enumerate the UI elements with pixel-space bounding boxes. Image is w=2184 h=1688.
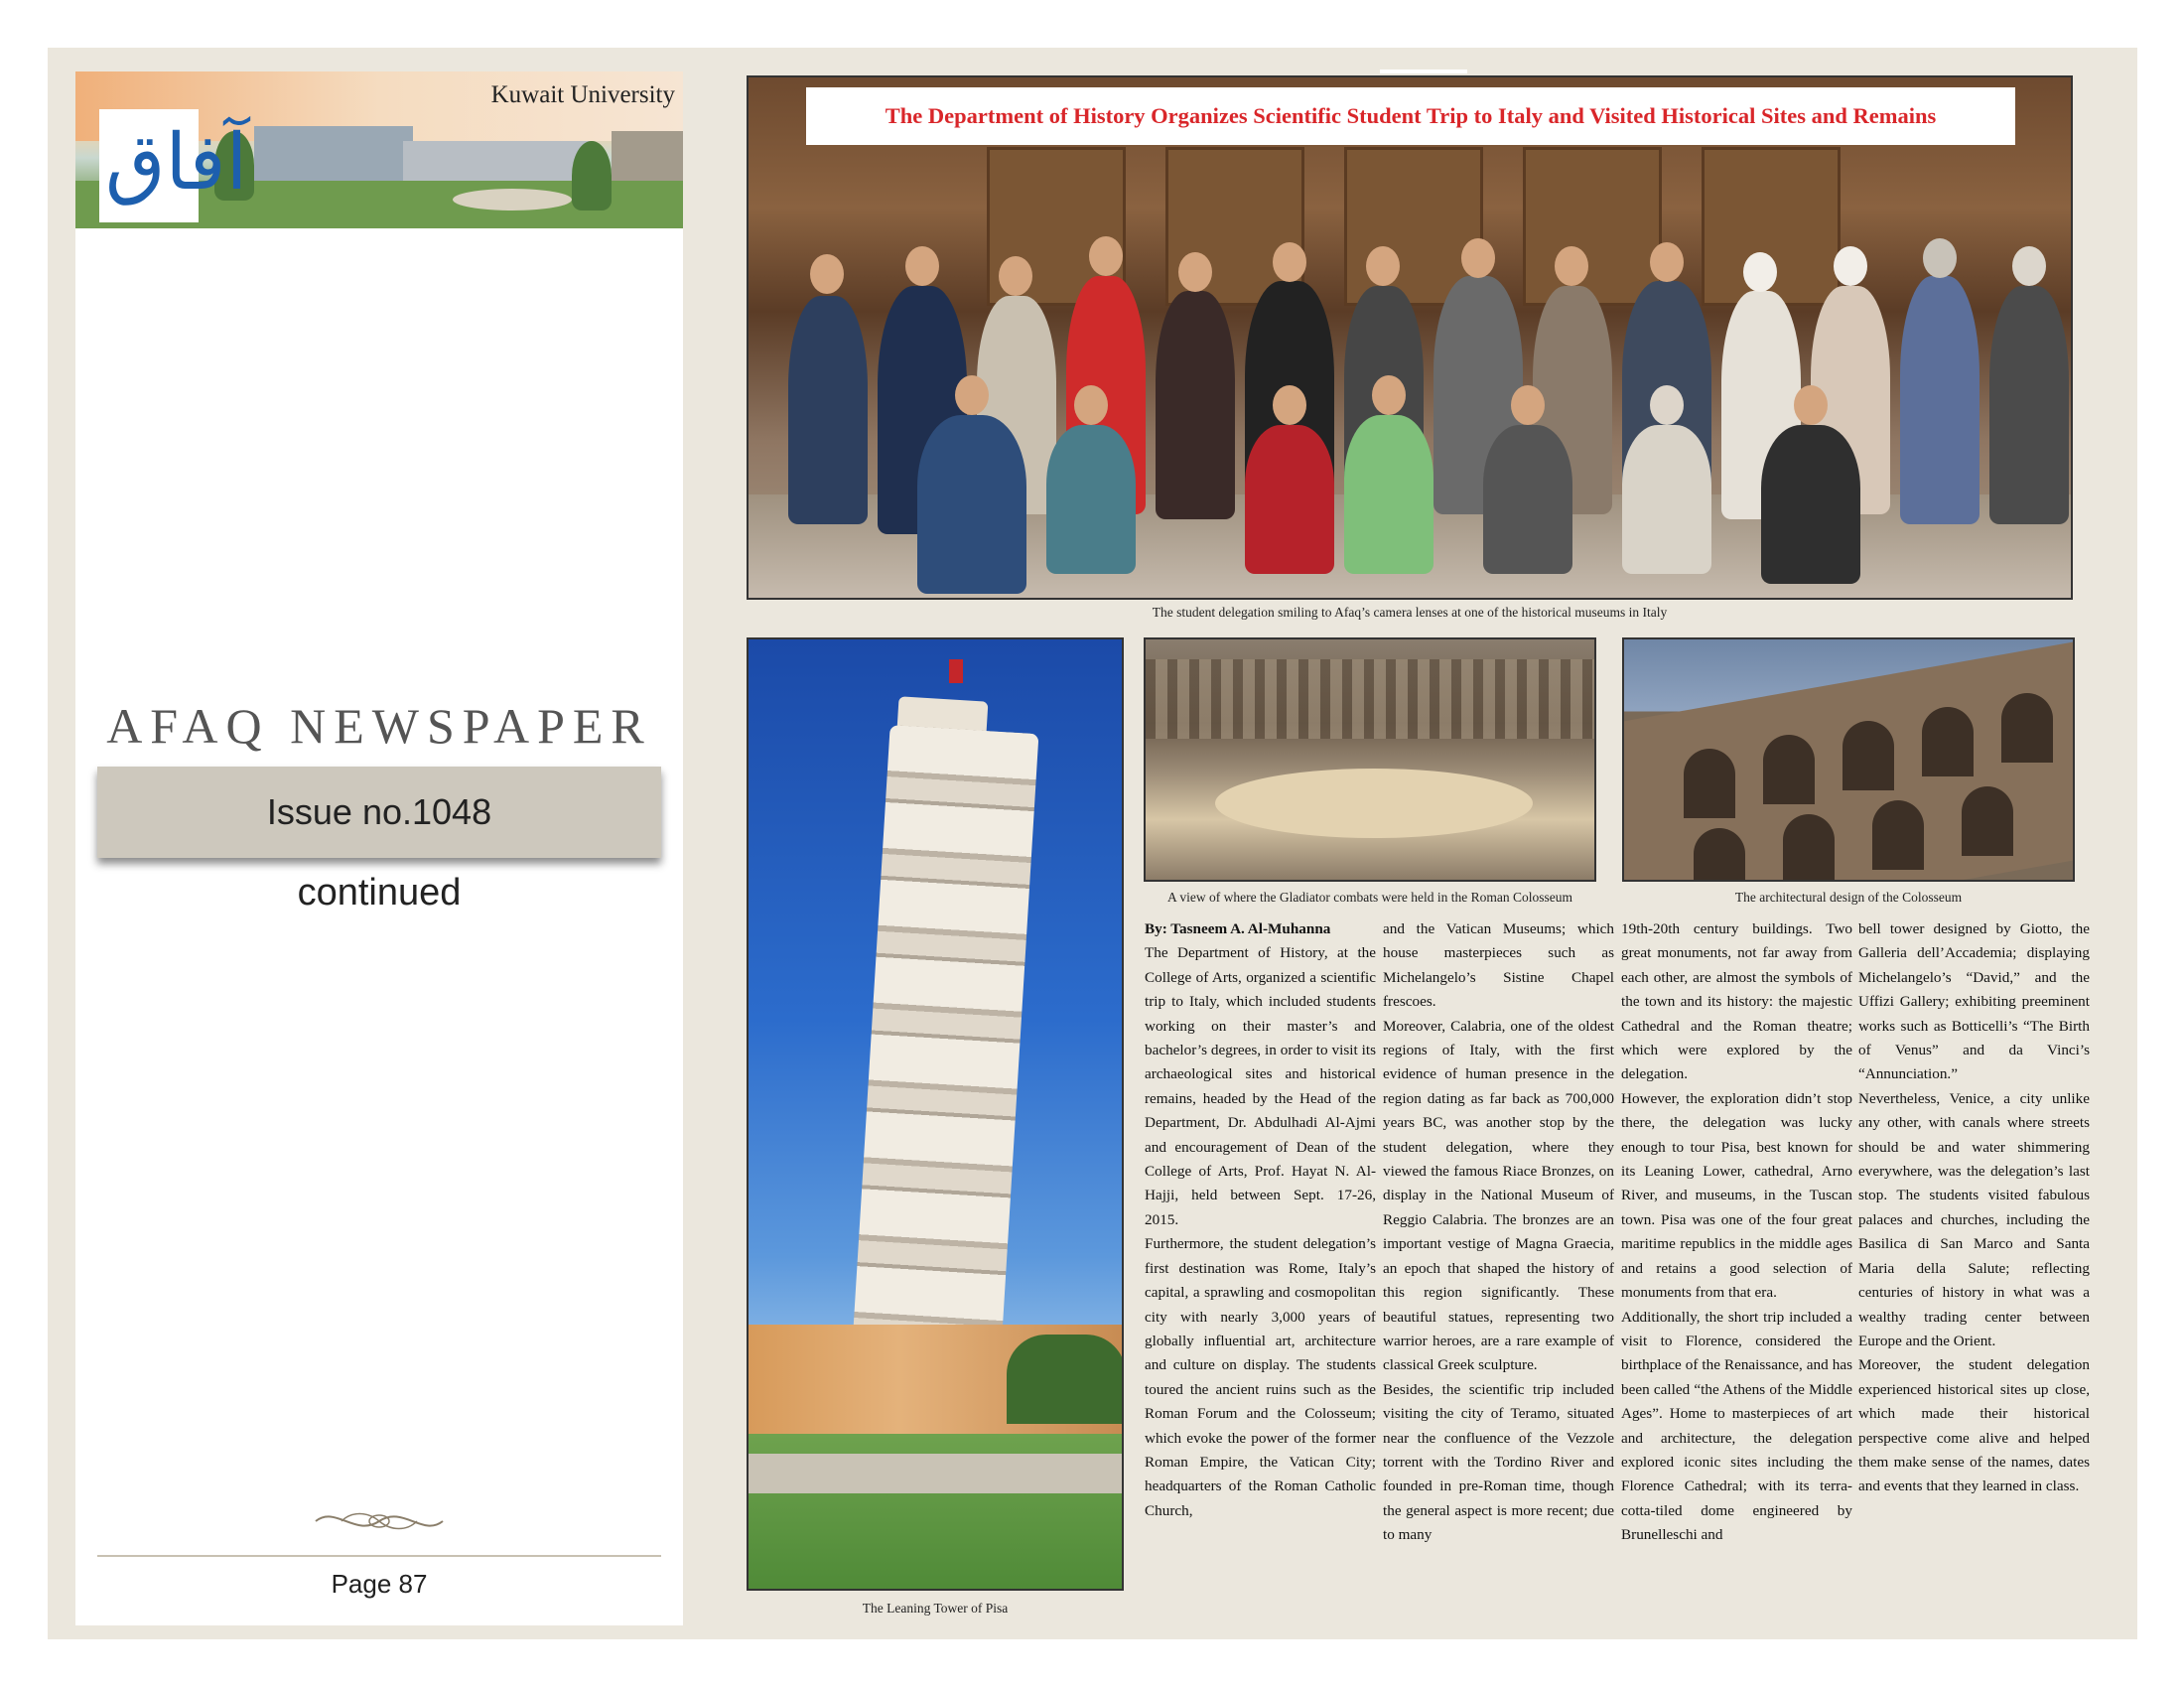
sidebar (75, 71, 683, 1625)
article-paragraph: The Department of History, at the College of Arts, organized a scientific trip to Italy, which included students working on their master’s and bachelor’s degrees, in order to visit its archaeological sites and historical remains, headed by the Head of the Department, Dr. Abdulhadi Al-Ajmi and encouragement of Dean of the College of Arts, Prof. Hayat N. Al-Hajji, held between Sept. 17-26, 2015. (1145, 944, 1376, 1228)
campus-banner-image (75, 71, 683, 228)
article-paragraph: Furthermore, the student delegation’s first destination was Rome, Italy’s capital, a sprawling and cosmopolitan city with nearly 3,000 years of globally influential art, architecture and culture on display. The students toured the ancient ruins such as the Roman Forum and the Colosseum; which evoke the power of the former Roman Empire, the Vatican City; headquarters of the Roman Catholic Church, (1145, 1235, 1376, 1519)
university-name: Kuwait University (490, 81, 675, 108)
article-paragraph: Moreover, the student delegation experienced historical sites up close, which made their historical perspective come alive and helped them make sense of the names, dates and events that they learned in class. (1858, 1356, 2090, 1495)
top-tab-marker (1380, 70, 1467, 73)
flourish-ornament-icon (312, 1501, 447, 1541)
article-paragraph: Additionally, the short trip included a visit to Florence, considered the birthplace of the Renaissance, and has been called “the Athens of the Middle Ages”. Home to masterpieces of art and architecture, the delegation explored iconic sites including the Florence Cathedral; with its terra-cotta-tiled dome engineered by Brunelleschi and (1621, 1308, 1852, 1544)
page-number: Page 87 (331, 1569, 428, 1599)
article-column-1 (1145, 917, 1376, 1632)
leaning-tower-photo (747, 637, 1124, 1591)
afaq-logo-text: آفاق (105, 118, 248, 208)
colosseum-arena-caption: A view of where the Gladiator combats were held in the Roman Colosseum (1167, 890, 1572, 905)
article-headline: The Department of History Organizes Scientific Student Trip to Italy and Visited Historical Sites and Remains (806, 87, 2015, 145)
article-paragraph: bell tower designed by Giotto, the Galleria dell’Accademia; displaying Michelangelo’s “David,” and the Uffizi Gallery; exhibiting preeminent works such as Botticelli’s “The Birth of Venus” and da Vinci’s “Annunciation.” (1858, 920, 2090, 1083)
continued-label: continued (297, 872, 462, 914)
article-paragraph: Moreover, Calabria, one of the oldest regions of Italy, with the first evidence of human presence in the region dating as far back as 700,000 years BC, was another stop by the student delegation, where they viewed the famous Riace Bronzes, on display in the National Museum of Reggio Calabria. The bronzes are an important vestige of Magna Graecia, an epoch that shaped the history of this region significantly. These beautiful statues, representing two warrior heroes, are a rare example of classical Greek sculpture. (1383, 1017, 1614, 1374)
afaq-logo (99, 109, 248, 222)
article-column-3 (1621, 917, 1852, 1632)
colosseum-design-caption: The architectural design of the Colosseum (1734, 890, 1963, 905)
article-paragraph: 19th-20th century buildings. Two great monuments, not far away from each other, are almost the symbols of the town and its history: the majestic Cathedral and the Roman theatre; which were explored by the delegation. (1621, 920, 1852, 1083)
article-column-4 (1858, 917, 2090, 1632)
pisa-caption: The Leaning Tower of Pisa (862, 1601, 1009, 1616)
colosseum-arena-photo (1144, 637, 1596, 882)
article-paragraph: Besides, the scientific trip included visiting the city of Teramo, situated near the confluence of the Vezzole torrent with the Tordino River and founded in pre-Roman time, though the general aspect is more recent; due to many (1383, 1380, 1614, 1544)
issue-number-badge: Issue no.1048 (97, 767, 661, 858)
article-paragraph: However, the exploration didn’t stop there, the delegation was lucky enough to tour Pisa, best known for its Leaning Lower, cathedral, Arno River, and museums, in the Tuscan town. Pisa was one of the four great maritime republics in the middle ages and retains a good selection of monuments from that era. (1621, 1089, 1852, 1302)
group-photo-caption: The student delegation smiling to Afaq’s camera lenses at one of the historical museums in Italy (1152, 605, 1668, 620)
article-byline: By: Tasneem A. Al-Muhanna (1145, 920, 1331, 937)
newspaper-title: AFAQ NEWSPAPER (106, 698, 652, 754)
footer-divider (97, 1555, 661, 1557)
article-paragraph: Nevertheless, Venice, a city unlike any other, with canals where streets should be and water shimmering everywhere, was the delegation’s last stop. The students visited fabulous palaces and churches, including the Basilica di San Marco and Santa Maria della Salute; reflecting centuries of history in what was a wealthy trading center between Europe and the Orient. (1858, 1089, 2090, 1349)
colosseum-facade-photo (1622, 637, 2075, 882)
article-paragraph: and the Vatican Museums; which house masterpieces such as Michelangelo’s Sistine Chapel frescoes. (1383, 920, 1614, 1011)
article-column-2 (1383, 917, 1614, 1632)
group-photo (747, 75, 2073, 600)
